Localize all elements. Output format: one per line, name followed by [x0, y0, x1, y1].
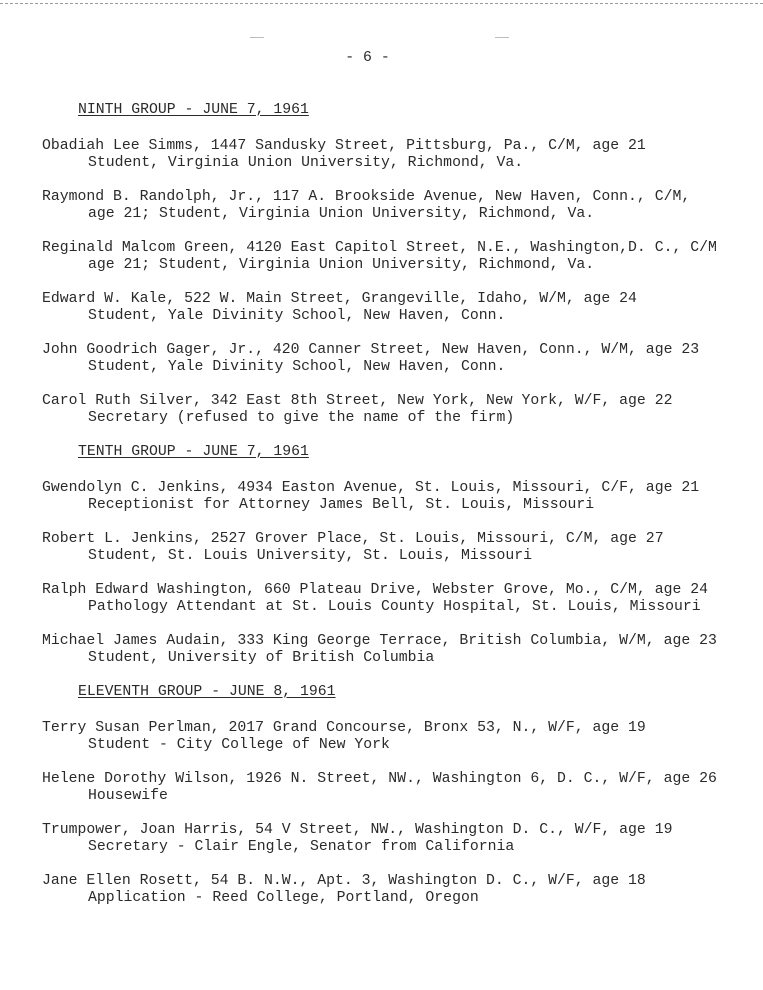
- entry-occupation: Housewife: [88, 788, 168, 804]
- person-entry: [42, 189, 757, 223]
- entry-occupation: Secretary (refused to give the name of the firm): [88, 410, 515, 426]
- entry-occupation: Student, Yale Divinity School, New Haven, Conn.: [88, 359, 506, 375]
- entry-occupation: Student - City College of New York: [88, 737, 390, 753]
- person-entry: [42, 873, 757, 907]
- entry-occupation: Student, University of British Columbia: [88, 650, 435, 666]
- person-entry: [42, 138, 757, 172]
- person-entry: [42, 771, 757, 805]
- group-header: [78, 684, 757, 701]
- person-entry: [42, 633, 757, 667]
- entry-name-address: Raymond B. Randolph, Jr., 117 A. Brookside Avenue, New Haven, Conn., C/M,: [42, 189, 691, 205]
- entry-name-address: Carol Ruth Silver, 342 East 8th Street, New York, New York, W/F, age 22: [42, 393, 673, 409]
- entry-name-address: John Goodrich Gager, Jr., 420 Canner Street, New Haven, Conn., W/M, age 23: [42, 342, 700, 358]
- group-header: [78, 444, 757, 461]
- entry-occupation: age 21; Student, Virginia Union University, Richmond, Va.: [88, 257, 595, 273]
- entry-occupation: Student, Yale Divinity School, New Haven, Conn.: [88, 308, 506, 324]
- person-entry: [42, 822, 757, 856]
- entry-name-address: Trumpower, Joan Harris, 54 V Street, NW., Washington D. C., W/F, age 19: [42, 822, 673, 838]
- entry-name-address: Helene Dorothy Wilson, 1926 N. Street, NW., Washington 6, D. C., W/F, age 26: [42, 771, 717, 787]
- scan-mark: [495, 37, 509, 38]
- entry-occupation: Student, St. Louis University, St. Louis, Missouri: [88, 548, 532, 564]
- entry-name-address: Gwendolyn C. Jenkins, 4934 Easton Avenue, St. Louis, Missouri, C/F, age 21: [42, 480, 700, 496]
- entry-occupation: Pathology Attendant at St. Louis County Hospital, St. Louis, Missouri: [88, 599, 701, 615]
- entry-name-address: Jane Ellen Rosett, 54 B. N.W., Apt. 3, Washington D. C., W/F, age 18: [42, 873, 646, 889]
- document-body: [42, 102, 757, 924]
- entry-occupation: Student, Virginia Union University, Richmond, Va.: [88, 155, 524, 171]
- entry-occupation: Application - Reed College, Portland, Oregon: [88, 890, 479, 906]
- entry-occupation: Secretary - Clair Engle, Senator from California: [88, 839, 515, 855]
- person-entry: [42, 582, 757, 616]
- group-header-text: TENTH GROUP - JUNE 7, 1961: [78, 444, 309, 460]
- person-entry: [42, 393, 757, 427]
- entry-name-address: Edward W. Kale, 522 W. Main Street, Grangeville, Idaho, W/M, age 24: [42, 291, 637, 307]
- person-entry: [42, 480, 757, 514]
- entry-name-address: Ralph Edward Washington, 660 Plateau Drive, Webster Grove, Mo., C/M, age 24: [42, 582, 708, 598]
- entry-occupation: Receptionist for Attorney James Bell, St. Louis, Missouri: [88, 497, 595, 513]
- person-entry: [42, 240, 757, 274]
- scan-mark: [250, 37, 264, 38]
- group-header-text: ELEVENTH GROUP - JUNE 8, 1961: [78, 684, 336, 700]
- person-entry: [42, 720, 757, 754]
- person-entry: [42, 342, 757, 376]
- entry-occupation: age 21; Student, Virginia Union University, Richmond, Va.: [88, 206, 595, 222]
- entry-name-address: Terry Susan Perlman, 2017 Grand Concourse, Bronx 53, N., W/F, age 19: [42, 720, 646, 736]
- entry-name-address: Obadiah Lee Simms, 1447 Sandusky Street, Pittsburg, Pa., C/M, age 21: [42, 138, 646, 154]
- group-header-text: NINTH GROUP - JUNE 7, 1961: [78, 102, 309, 118]
- person-entry: [42, 291, 757, 325]
- entry-name-address: Robert L. Jenkins, 2527 Grover Place, St. Louis, Missouri, C/M, age 27: [42, 531, 664, 547]
- entry-name-address: Michael James Audain, 333 King George Terrace, British Columbia, W/M, age 23: [42, 633, 717, 649]
- person-entry: [42, 531, 757, 565]
- entry-name-address: Reginald Malcom Green, 4120 East Capitol Street, N.E., Washington,D. C., C/M: [42, 240, 717, 256]
- group-header: [78, 102, 757, 119]
- page-number: - 6 -: [345, 50, 390, 66]
- page-edge: [0, 3, 763, 4]
